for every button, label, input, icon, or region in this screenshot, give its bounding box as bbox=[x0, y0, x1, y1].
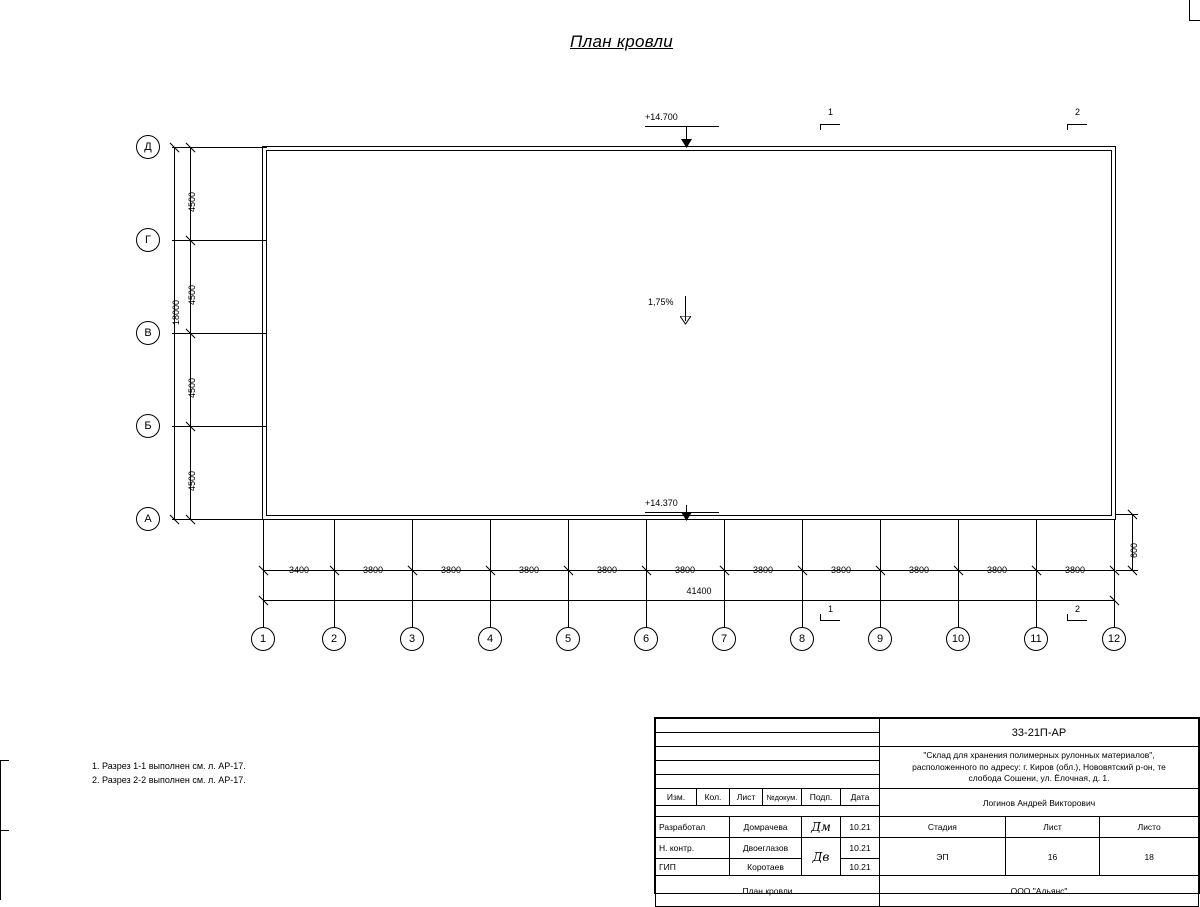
grid-line-8 bbox=[802, 519, 803, 627]
axis-bubble-8[interactable] bbox=[790, 627, 814, 651]
notes-block bbox=[92, 760, 246, 787]
chief-name: Логинов Андрей Викторович bbox=[880, 789, 1199, 817]
vertical-bay-dim: 4500 bbox=[187, 377, 197, 398]
section-mark-top-2-tick bbox=[1067, 124, 1068, 130]
horizontal-bay-dim: 3800 bbox=[362, 565, 384, 575]
grid-line-2 bbox=[334, 519, 335, 627]
horizontal-overall-dim: 41400 bbox=[686, 586, 712, 596]
role-ncontr: Н. контр. bbox=[656, 838, 730, 859]
axis-label: 4 bbox=[486, 633, 494, 645]
project-code: 33-21П-АР bbox=[880, 719, 1199, 747]
axis-bubble-3[interactable] bbox=[400, 627, 424, 651]
axis-bubble-A[interactable] bbox=[136, 507, 160, 531]
col-header-izm: Изм. bbox=[656, 789, 697, 806]
axis-bubble-2[interactable] bbox=[322, 627, 346, 651]
axis-label: 1 bbox=[259, 633, 267, 645]
section-mark-top-1-tick bbox=[820, 124, 821, 130]
sheets-value: 18 bbox=[1100, 838, 1199, 876]
sheet-border-right bbox=[1189, 0, 1190, 20]
date-developer: 10.21 bbox=[841, 817, 880, 838]
col-header-kol: Кол. bbox=[697, 789, 730, 806]
elevation-arrowhead-bottom bbox=[681, 512, 692, 522]
axis-label: 8 bbox=[798, 633, 806, 645]
axis-bubble-D[interactable] bbox=[136, 135, 160, 159]
section-mark-bottom-1-label: 1 bbox=[828, 604, 834, 614]
sheet-header: Лист bbox=[1005, 817, 1100, 838]
axis-label: 2 bbox=[330, 633, 338, 645]
stage-header: Стадия bbox=[880, 817, 1006, 838]
slope-arrowhead bbox=[680, 316, 691, 325]
elevation-label-bottom: +14.370 bbox=[645, 498, 678, 508]
name-developer: Домрачева bbox=[730, 817, 802, 838]
horizontal-bay-dim: 3800 bbox=[986, 565, 1008, 575]
grid-line-9 bbox=[880, 519, 881, 627]
role-developer: Разработал bbox=[656, 817, 730, 838]
horizontal-bay-dim: 3800 bbox=[596, 565, 618, 575]
axis-label: 3 bbox=[408, 633, 416, 645]
signature-ncontr: Дв bbox=[802, 838, 841, 876]
extension-line-right-bottom bbox=[1116, 570, 1138, 571]
axis-line-A bbox=[172, 519, 267, 520]
dim-chain-vertical-outer bbox=[174, 147, 175, 519]
axis-line-V bbox=[172, 333, 267, 334]
vertical-bay-dim: 4500 bbox=[187, 470, 197, 491]
section-mark-top-1-line bbox=[820, 124, 840, 125]
axis-bubble-5[interactable] bbox=[556, 627, 580, 651]
object-description bbox=[880, 747, 1199, 789]
section-mark-top-2-label: 2 bbox=[1075, 107, 1081, 117]
horizontal-bay-dim: 3800 bbox=[830, 565, 852, 575]
horizontal-bay-dim: 3400 bbox=[288, 565, 310, 575]
col-header-podp: Подп. bbox=[802, 789, 841, 806]
section-mark-bottom-2-line bbox=[1067, 620, 1087, 621]
axis-label: Г bbox=[145, 234, 151, 246]
edge-offset-dim: 600 bbox=[1129, 542, 1139, 558]
elevation-leader-top bbox=[645, 126, 719, 127]
note-line: 2. Разрез 2-2 выполнен см. л. АР-17. bbox=[92, 774, 246, 785]
axis-label: 5 bbox=[564, 633, 572, 645]
axis-label: 6 bbox=[642, 633, 650, 645]
axis-bubble-11[interactable] bbox=[1024, 627, 1048, 651]
axis-label: А bbox=[144, 513, 152, 525]
col-header-list: Лист bbox=[730, 789, 763, 806]
axis-bubble-4[interactable] bbox=[478, 627, 502, 651]
horizontal-bay-dim: 3800 bbox=[518, 565, 540, 575]
sheet-border-top bbox=[1189, 20, 1200, 21]
section-mark-bottom-1-line bbox=[820, 620, 840, 621]
axis-bubble-1[interactable] bbox=[251, 627, 275, 651]
date-ncontr: 10.21 bbox=[841, 838, 880, 859]
grid-line-4 bbox=[490, 519, 491, 627]
axis-bubble-7[interactable] bbox=[712, 627, 736, 651]
date-gip: 10.21 bbox=[841, 859, 880, 876]
grid-line-11 bbox=[1036, 519, 1037, 627]
axis-bubble-G[interactable] bbox=[136, 228, 160, 252]
axis-label: Д bbox=[144, 141, 152, 153]
section-mark-top-1-label: 1 bbox=[828, 107, 834, 117]
sheet-name: План кровли bbox=[656, 876, 880, 907]
slope-label: 1,75% bbox=[648, 297, 674, 307]
grid-line-7 bbox=[724, 519, 725, 627]
elevation-label-top: +14.700 bbox=[645, 112, 678, 122]
horizontal-bay-dim: 3800 bbox=[1064, 565, 1086, 575]
axis-label: Б bbox=[144, 420, 152, 432]
stage-value: ЭП bbox=[880, 838, 1006, 876]
horizontal-bay-dim: 3800 bbox=[908, 565, 930, 575]
sheets-header: Листо bbox=[1100, 817, 1199, 838]
vertical-bay-dim: 4500 bbox=[187, 191, 197, 212]
sheet-border-left-tick1 bbox=[0, 760, 9, 761]
roof-outline-inner bbox=[266, 150, 1112, 516]
axis-label: 12 bbox=[1107, 633, 1121, 645]
grid-line-6 bbox=[646, 519, 647, 627]
section-mark-bottom-1-tick bbox=[820, 614, 821, 620]
axis-bubble-B[interactable] bbox=[136, 414, 160, 438]
axis-bubble-9[interactable] bbox=[868, 627, 892, 651]
signature-developer: Дм bbox=[802, 817, 841, 838]
grid-line-12 bbox=[1114, 519, 1115, 627]
axis-label: 7 bbox=[720, 633, 728, 645]
object-line: расположенного по адресу: г. Киров (обл.), Нововятский р-он, те bbox=[912, 761, 1166, 772]
sheet-value: 16 bbox=[1005, 838, 1100, 876]
extension-line-right-top bbox=[1116, 514, 1138, 515]
company-name: ООО "Альянс" bbox=[880, 876, 1199, 907]
axis-line-D bbox=[172, 147, 267, 148]
section-mark-bottom-2-tick bbox=[1067, 614, 1068, 620]
grid-line-1 bbox=[263, 519, 264, 627]
section-mark-bottom-2-label: 2 bbox=[1075, 604, 1081, 614]
axis-label: 9 bbox=[876, 633, 884, 645]
horizontal-bay-dim: 3800 bbox=[752, 565, 774, 575]
col-header-data: Дата bbox=[841, 789, 880, 806]
axis-bubble-10[interactable] bbox=[946, 627, 970, 651]
grid-line-10 bbox=[958, 519, 959, 627]
dim-chain-horizontal-outer bbox=[263, 600, 1115, 601]
note-line: 1. Разрез 1-1 выполнен см. л. АР-17. bbox=[92, 761, 246, 771]
horizontal-bay-dim: 3800 bbox=[674, 565, 696, 575]
axis-label: 11 bbox=[1030, 633, 1042, 645]
horizontal-bay-dim: 3800 bbox=[440, 565, 462, 575]
axis-line-B bbox=[172, 426, 267, 427]
sheet-border-left-tick2 bbox=[0, 830, 9, 831]
title-block-table bbox=[655, 718, 1199, 907]
grid-line-3 bbox=[412, 519, 413, 627]
name-ncontr: Двоеглазов bbox=[730, 838, 802, 859]
axis-label: В bbox=[144, 327, 152, 339]
vertical-bay-dim: 4500 bbox=[187, 284, 197, 305]
role-gip: ГИП bbox=[656, 859, 730, 876]
axis-line-G bbox=[172, 240, 267, 241]
grid-line-5 bbox=[568, 519, 569, 627]
axis-bubble-6[interactable] bbox=[634, 627, 658, 651]
object-line: слобода Сошени, ул. Ёлочная, д. 1. bbox=[968, 773, 1110, 784]
title-block bbox=[654, 717, 1200, 894]
axis-label: 10 bbox=[951, 633, 965, 645]
elevation-arrowhead-top bbox=[681, 139, 692, 149]
name-gip: Коротаев bbox=[730, 859, 802, 876]
object-line: "Склад для хранения полимерных рулонных материалов", bbox=[923, 750, 1155, 761]
section-mark-top-2-line bbox=[1067, 124, 1087, 125]
col-header-ndok: №докум. bbox=[763, 789, 802, 806]
axis-bubble-12[interactable] bbox=[1102, 627, 1126, 651]
vertical-overall-dim: 18000 bbox=[171, 299, 181, 325]
page-title: План кровли bbox=[570, 32, 674, 51]
axis-bubble-V[interactable] bbox=[136, 321, 160, 345]
